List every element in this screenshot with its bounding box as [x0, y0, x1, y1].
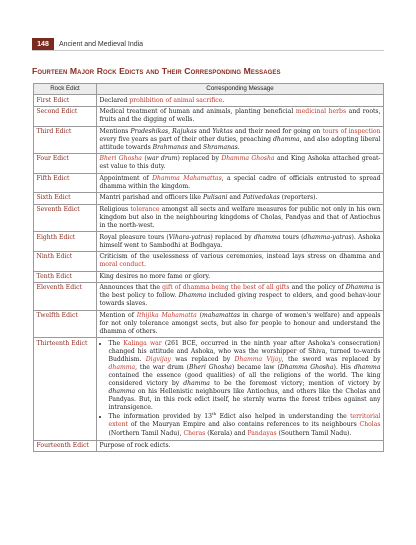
text-run: Announces that the [99, 284, 163, 292]
message-cell [97, 106, 384, 126]
table-row [34, 204, 384, 232]
text-run: Edict also helped in understanding the [216, 413, 351, 421]
text-run: ( [141, 155, 147, 163]
section-heading: Fourteen Major Rock Edicts and Their Corresponding Messages [32, 66, 281, 76]
table-row [34, 193, 384, 204]
text-run: amongst all sects and welfare measures for public not only in his own kingdom but also in the neighbouring kingdoms of Cholas, Pandyas and that of Antiochus in the north-west. [99, 205, 381, 230]
message-cell [97, 232, 384, 252]
text-run: Medical treatment of human and animals, planting beneficial [99, 108, 296, 116]
table-row [34, 440, 384, 451]
text-run: dhamma [273, 135, 300, 143]
text-run: Dhamma Ghosha [221, 155, 275, 163]
table-row [34, 106, 384, 126]
text-run: every five years as part of their other duties, preaching [99, 135, 273, 143]
edict-name-cell: Sixth Edict [34, 193, 97, 204]
text-run: dhamma [183, 379, 210, 387]
text-run: dhamma [108, 388, 136, 396]
text-run: Brahmanas [152, 143, 188, 151]
table-row [34, 154, 384, 174]
edicts-table [33, 83, 384, 452]
text-run: Kalinga war [123, 339, 162, 347]
text-run: dhamma-yatras [303, 233, 352, 241]
text-run: , the sword was replaced by [281, 355, 381, 363]
text-run: Bheri Ghosha [189, 363, 232, 371]
text-run: , [168, 127, 173, 135]
edict-name-cell: Eleventh Edict [34, 283, 97, 311]
text-run: (Northern Tamil Nadu), [108, 429, 184, 437]
message-cell [97, 126, 384, 154]
text-run: Dhamma [345, 284, 374, 292]
text-run: Pandayas [247, 429, 277, 437]
message-cell [97, 173, 384, 193]
text-run: prohibition of animal sacrifice [129, 96, 223, 104]
text-run: , and also adopting liberal attitude towards [99, 135, 381, 151]
table-row [34, 310, 384, 338]
text-run: (261 BCE, occurred in the ninth year after Ashoka's consecration) changed his attitude and Ashoka, who was the worshipper of Shiva, turned to-wards Buddhism. [108, 339, 381, 363]
header-divider [32, 50, 384, 51]
text-run: dhamma [353, 363, 381, 371]
text-run: Shramanas [203, 143, 238, 151]
text-run: Digvijay [145, 355, 171, 363]
text-run: Dhamma [178, 292, 207, 300]
page-header [32, 38, 143, 50]
text-run: . [222, 96, 225, 104]
text-run: Dhamma Mahamattas [152, 174, 222, 182]
text-run: and [196, 127, 213, 135]
text-run: on his Hellenistic neighbours like Antiochus, and others like the Cholas and Pandyas. But, in this rock edict itself, he sternly warns the forest tribes against any intransigence. [108, 388, 381, 412]
bullet-item [109, 413, 381, 437]
table-row [34, 95, 384, 106]
text-run: Royal pleasure tours ( [99, 233, 169, 241]
text-run: and [227, 194, 243, 202]
text-run: Criticism of the uselessness of various ceremonies, instead lays stress on dhamma and [99, 253, 381, 261]
message-cell [97, 338, 384, 441]
message-cell [97, 154, 384, 174]
table-body [34, 95, 384, 452]
edict-name-cell: Thirteenth Edict [34, 338, 97, 441]
text-run: Purpose of rock edicts. [99, 442, 171, 449]
text-run: King desires no more fame or glory. [99, 272, 211, 280]
text-run: Bheri Ghosha [99, 155, 142, 163]
text-run: contained the essence (good qualities) of all the religions of the world. The king considered victory by [108, 371, 381, 387]
text-run: Ithijika Mahamatta [136, 311, 197, 319]
text-run: (Kerala) and [205, 429, 248, 437]
message-cell [97, 251, 384, 271]
text-run: Mentions [99, 127, 131, 135]
text-run: ). Ashoka himself went to Sambodhi at Bodhgaya. [99, 233, 381, 249]
text-run: The information provided by 13 [108, 413, 213, 421]
column-header-edict: Rock Edict [34, 84, 97, 95]
text-run: , the war drum ( [135, 363, 190, 371]
edict-name-cell: Third Edict [34, 126, 97, 154]
message-cell [97, 95, 384, 106]
column-header-message: Corresponding Message [97, 84, 384, 95]
text-run: Dhamma Vijay [234, 355, 282, 363]
edict-name-cell: First Edict [34, 95, 97, 106]
text-run: Pativedakas [242, 194, 280, 202]
text-run: (Southern Tamil Nadu). [276, 429, 352, 437]
table-row [34, 283, 384, 311]
text-run: gift of dhamma being the best of all gifts [162, 284, 290, 292]
edict-name-cell: Ninth Edict [34, 251, 97, 271]
text-run: Declared [99, 96, 130, 104]
edict-name-cell: Second Edict [34, 106, 97, 126]
text-run: and [187, 143, 204, 151]
text-run: Cheras [183, 429, 206, 437]
message-cell [97, 440, 384, 451]
text-run: and their need for going on [232, 127, 323, 135]
text-run: territorial extent [108, 413, 381, 429]
table-row [34, 232, 384, 252]
message-cell [97, 271, 384, 282]
table-row [34, 338, 384, 441]
edict-name-cell: Fourteenth Edict [34, 440, 97, 451]
text-run: and the policy of [289, 284, 346, 292]
text-run: th [212, 411, 217, 417]
text-run: and roots, fruits and the digging of wells. [99, 108, 381, 124]
message-cell [97, 283, 384, 311]
edict-name-cell: Seventh Edict [34, 204, 97, 232]
text-run: dhamma [253, 233, 281, 241]
text-run: tours ( [280, 233, 304, 241]
text-run: The [108, 339, 124, 347]
bullet-list [100, 340, 381, 438]
edict-name-cell: Tenth Edict [34, 271, 97, 282]
text-run: ) became law ( [231, 363, 280, 371]
text-run: Vihara-yatras [168, 233, 211, 241]
text-run: , a special cadre of officials entrusted to spread dhamma within the kingdom. [99, 174, 381, 190]
text-run: Religious [99, 205, 131, 213]
text-run: and King Ashoka attached great-est value to this duty. [99, 155, 381, 171]
message-cell [97, 310, 384, 338]
text-run: ) replaced by [177, 155, 222, 163]
table-row [34, 173, 384, 193]
text-run: of the Mauryan Empire and also contains references to its neighbours [127, 421, 360, 429]
edict-name-cell: Fifth Edict [34, 173, 97, 193]
text-run: moral conduct [99, 261, 145, 269]
bullet-item [109, 340, 381, 413]
edict-name-cell: Eighth Edict [34, 232, 97, 252]
text-run: ). His [333, 363, 354, 371]
text-run: . [237, 143, 240, 151]
edict-name-cell: Twelfth Edict [34, 310, 97, 338]
page-number: 148 [32, 38, 54, 50]
text-run: included giving respect to elders, and good behav-iour towards slaves. [99, 292, 381, 308]
book-title: Ancient and Medieval India [59, 40, 144, 48]
table-row [34, 251, 384, 271]
text-run: Pulisani [202, 194, 228, 202]
text-run: Mantri parishad and officers like [99, 194, 203, 202]
text-run: tolerance [130, 205, 160, 213]
text-run: Dhamma Ghosha [279, 363, 334, 371]
text-run: to be the foremost victory; mention of victory by [209, 379, 381, 387]
text-run: . [144, 261, 147, 269]
edict-name-cell: Four Edict [34, 154, 97, 174]
table-row [34, 126, 384, 154]
text-run: ( [196, 311, 202, 319]
text-run: in charge of women's welfare) and appeals for not only tolerance amongst sects, but also for people to honour and understand the dhamma of others. [99, 311, 381, 336]
message-cell [97, 204, 384, 232]
message-cell [97, 193, 384, 204]
text-run: mahamattas [202, 311, 241, 319]
text-run: Yuktas [212, 127, 233, 135]
text-run: is the best policy to follow. [99, 284, 381, 300]
text-run: Rajukas [172, 127, 197, 135]
table-header-row [34, 84, 384, 95]
text-run: (reporters). [279, 194, 318, 202]
text-run: Appointment of [99, 174, 153, 182]
text-run: Cholas [359, 421, 381, 429]
text-run: Pradeshikas [130, 127, 169, 135]
table-row [34, 271, 384, 282]
text-run: medicinal herbs [295, 108, 347, 116]
text-run: was replaced by [170, 355, 235, 363]
text-run: Mention of [99, 311, 137, 319]
text-run: tours of inspection [322, 127, 381, 135]
text-run: war drum [146, 155, 178, 163]
text-run: ) replaced by [210, 233, 254, 241]
text-run: dhamma [108, 363, 136, 371]
